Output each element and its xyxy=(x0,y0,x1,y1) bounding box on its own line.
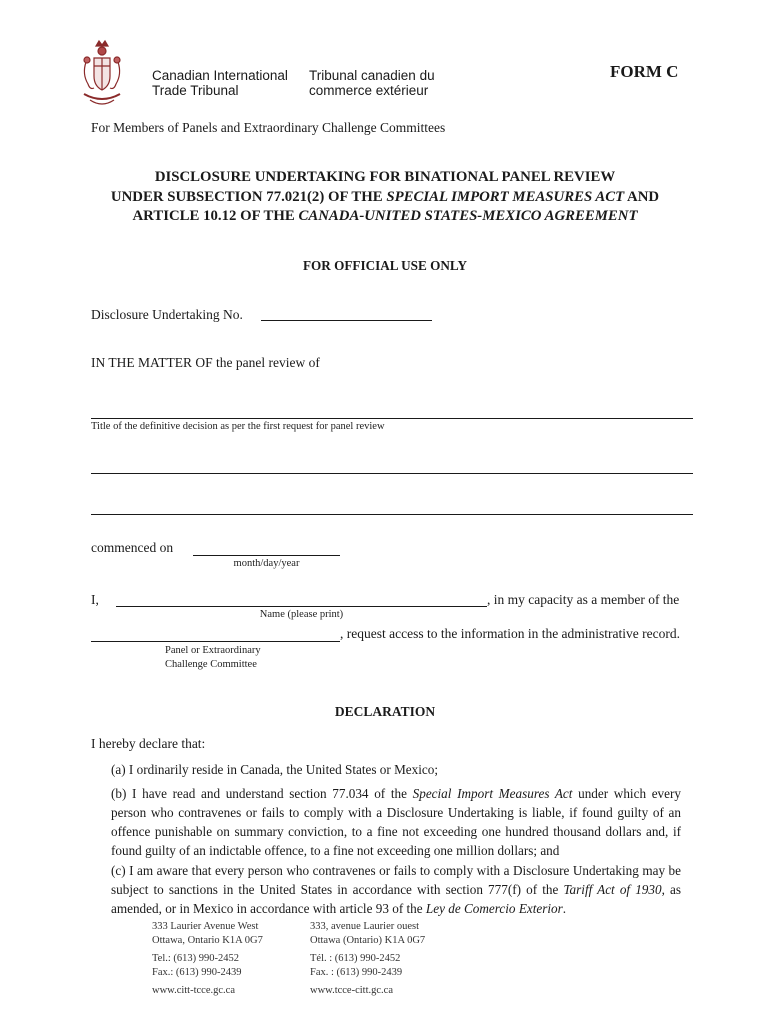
official-use-label: FOR OFFICIAL USE ONLY xyxy=(302,258,468,273)
decision-title-field[interactable] xyxy=(91,418,693,419)
audience-line: For Members of Panels and Extraordinary Challenge Committees xyxy=(91,120,446,135)
panel-caption: Panel or Extraordinary Challenge Committee xyxy=(165,645,261,670)
panel-field[interactable] xyxy=(91,641,340,642)
i-label: I, xyxy=(91,592,99,607)
org-name-fr: Tribunal canadien du commerce extérieur xyxy=(309,68,435,98)
capacity-text: , in my capacity as a member of the xyxy=(487,592,680,607)
declaration-heading: DECLARATION xyxy=(334,704,436,719)
footer-address-fr: 333, avenue Laurier ouest Ottawa (Ontario) K1A 0G7 Tél. : (613) 990-2452 Fax. : (613) 990-2439 www.tcce-citt.gc.ca xyxy=(310,921,426,996)
decision-title-field-3[interactable] xyxy=(91,514,693,515)
website-link-en[interactable]: www.citt-tcce.gc.ca xyxy=(152,985,235,996)
document-title: DISCLOSURE UNDERTAKING FOR BINATIONAL PANEL REVIEW UNDER SUBSECTION 77.021(2) OF THE SPECIAL IMPORT MEASURES ACT AND ARTICLE 10.12 OF THE CANADA-UNITED STATES-MEXICO AGREEMENT xyxy=(110,169,660,224)
footer-address-en: 333 Laurier Avenue West Ottawa, Ontario K1A 0G7 Tel.: (613) 990-2452 Fax.: (613) 990-2439 www.citt-tcce.gc.ca xyxy=(152,921,263,996)
commenced-label: commenced on xyxy=(91,540,174,555)
date-caption: month/day/year xyxy=(233,558,300,569)
declaration-item-b: (b) I have read and understand section 77.034 of the Special Import Measures Act under which every person who contravenes or fails to comply with a Disclosure Undertaking is liable, if found guilty of an offence punishable on summary conviction, to a fine not exceeding one hundred thousand dollars and, if found guilty of an indictable offence, to a fine not exceeding one million dollars; and xyxy=(111,786,681,858)
request-text: , request access to the information in the administrative record. xyxy=(340,626,681,641)
matter-label: IN THE MATTER OF the panel review of xyxy=(91,355,320,370)
declaration-item-c: (c) I am aware that every person who contravenes or fails to comply with a Disclosure Undertaking may be subject to sanctions in the United States in accordance with section 777(f) of the Tariff Act of 1930, as amended, or in Mexico in accordance with article 93 of the Ley de Comercio Exterior. xyxy=(111,863,681,916)
form-label: FORM C xyxy=(610,62,679,81)
coat-of-arms-icon xyxy=(80,38,124,110)
undertaking-no-field[interactable] xyxy=(261,320,432,321)
decision-title-caption: Title of the definitive decision as per the first request for panel review xyxy=(91,421,385,432)
org-name-en: Canadian International Trade Tribunal xyxy=(152,68,288,98)
website-link-fr[interactable]: www.tcce-citt.gc.ca xyxy=(310,985,393,996)
declaration-item-a: (a) I ordinarily reside in Canada, the United States or Mexico; xyxy=(111,762,439,777)
name-caption: Name (please print) xyxy=(259,609,344,620)
declaration-intro: I hereby declare that: xyxy=(91,736,206,751)
member-name-field[interactable] xyxy=(116,606,487,607)
commenced-date-field[interactable] xyxy=(193,555,340,556)
decision-title-field-2[interactable] xyxy=(91,473,693,474)
undertaking-no-label: Disclosure Undertaking No. xyxy=(91,307,243,322)
